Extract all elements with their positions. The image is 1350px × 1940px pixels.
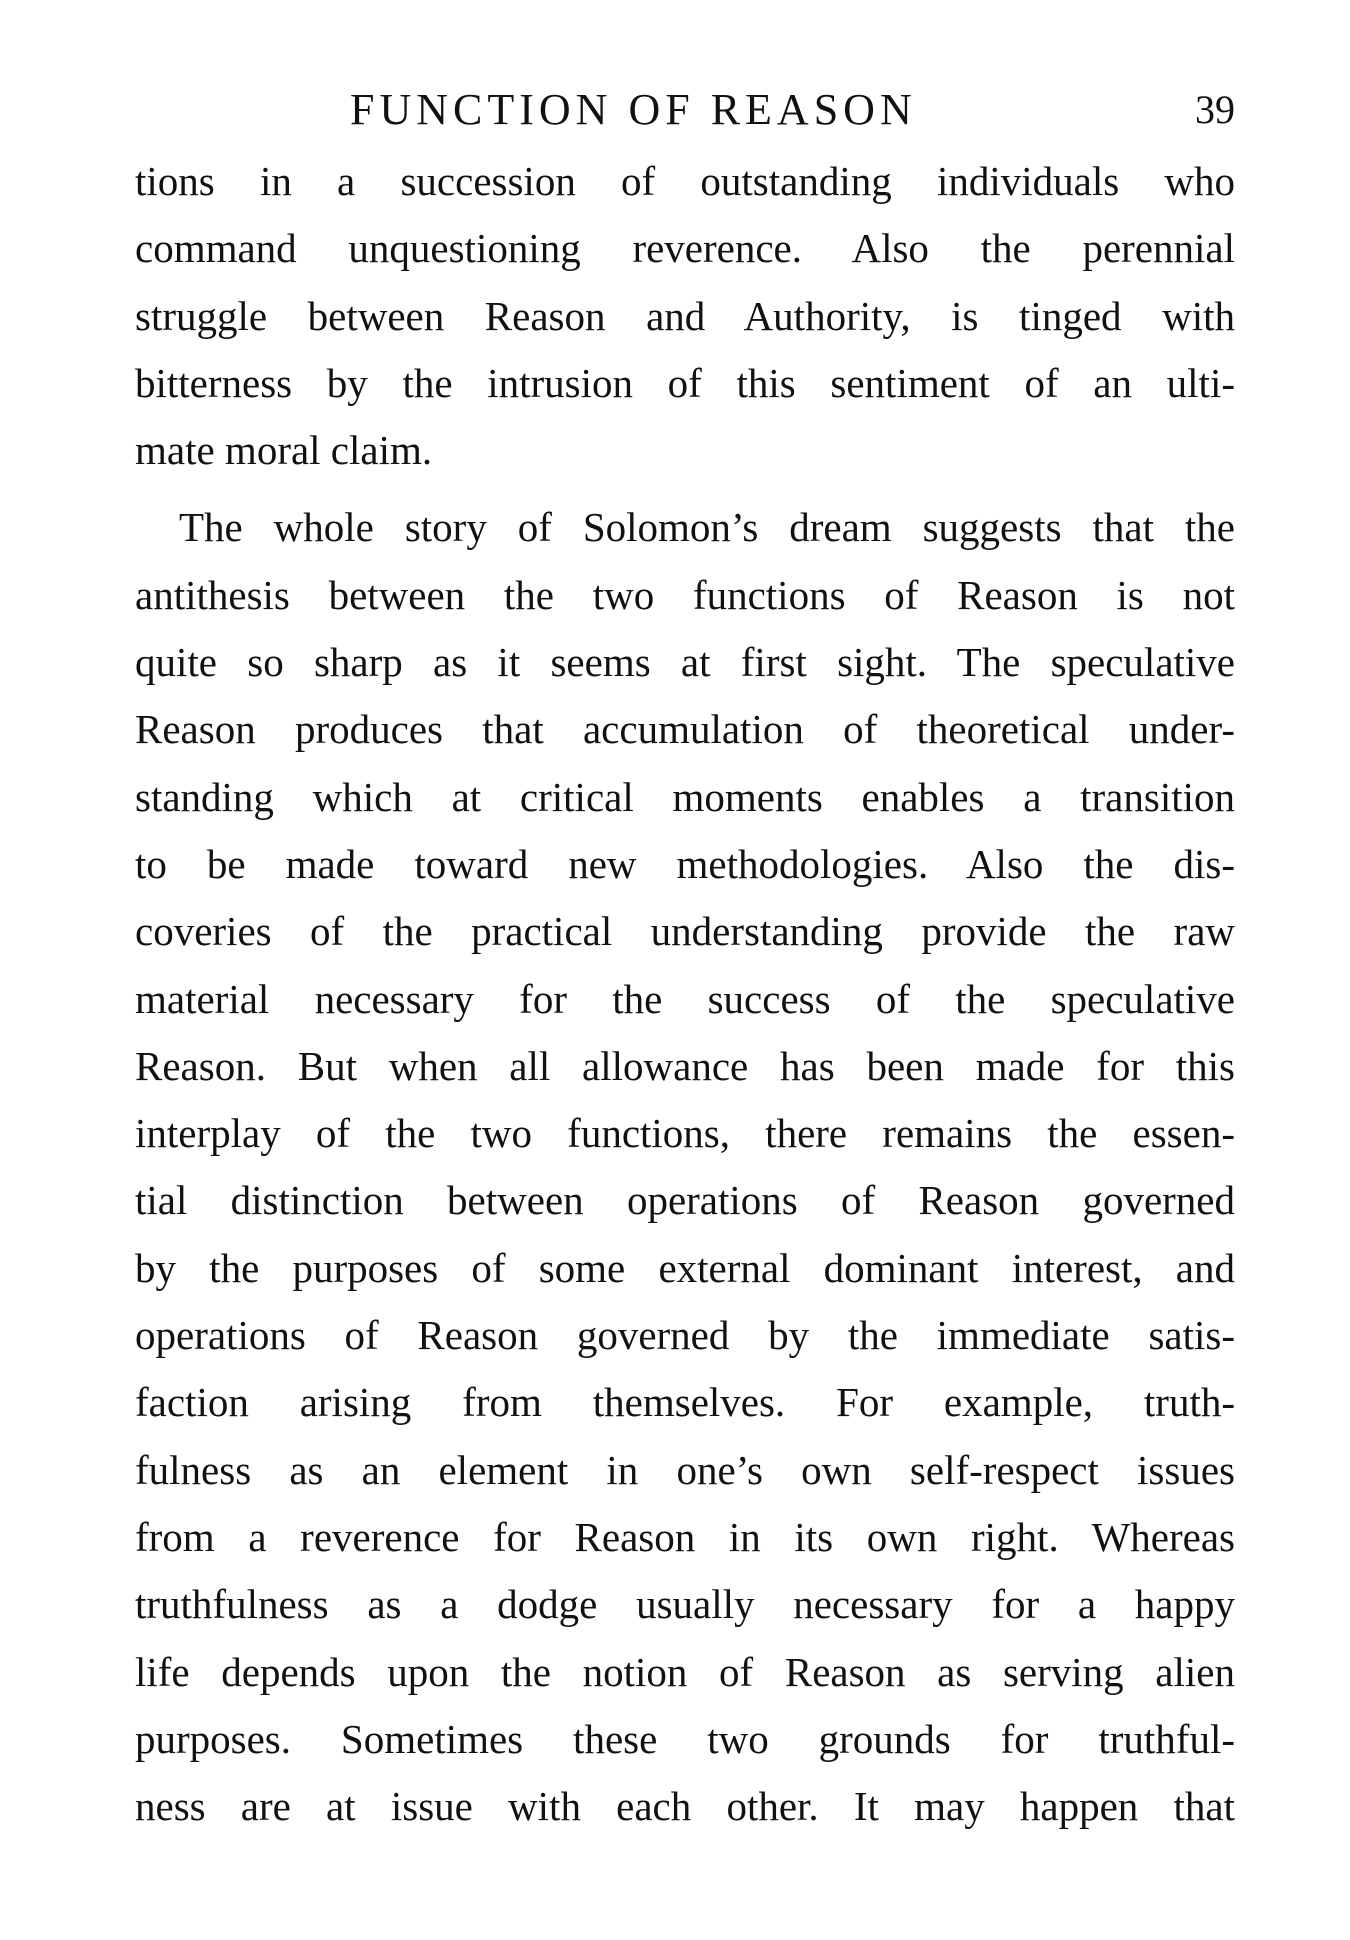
- text-line: command unquestioning reverence. Also the perennial: [135, 225, 1235, 272]
- text-line: purposes. Sometimes these two grounds for truthful-: [135, 1715, 1235, 1762]
- text-line: Reason produces that accumulation of theoretical under-: [135, 706, 1235, 753]
- text-line: tions in a succession of outstanding individuals who: [135, 158, 1235, 204]
- body-text: [135, 148, 1235, 1840]
- text-line: The whole story of Solomon’s dream suggests that the: [179, 504, 1235, 551]
- text-line: material necessary for the success of the speculative: [135, 975, 1235, 1022]
- paragraph-2: [135, 494, 1235, 1840]
- paragraph-gap: [135, 484, 1235, 494]
- paragraph-1: [135, 148, 1235, 484]
- page-number: 39: [1195, 87, 1235, 132]
- text-line: quite so sharp as it seems at first sight. The speculative: [135, 639, 1235, 686]
- text-line: coveries of the practical understanding provide the raw: [135, 908, 1235, 955]
- text-line: fulness as an element in one’s own self-respect issues: [135, 1446, 1235, 1493]
- text-line: mate moral claim.: [135, 427, 433, 474]
- text-line: faction arising from themselves. For example, truth-: [135, 1379, 1235, 1426]
- text-line: operations of Reason governed by the immediate satis-: [135, 1312, 1235, 1359]
- text-line: from a reverence for Reason in its own right. Whereas: [135, 1513, 1235, 1560]
- text-line: bitterness by the intrusion of this sentiment of an ulti-: [135, 359, 1235, 406]
- text-line: to be made toward new methodologies. Also the dis-: [135, 840, 1235, 887]
- running-head: [135, 80, 1235, 140]
- text-line: struggle between Reason and Authority, is tinged with: [135, 292, 1235, 339]
- text-line: ness are at issue with each other. It may happen that: [135, 1783, 1235, 1830]
- text-line: life depends upon the notion of Reason as serving alien: [135, 1648, 1235, 1695]
- text-line: tial distinction between operations of Reason governed: [135, 1177, 1235, 1224]
- text-line: interplay of the two functions, there remains the essen-: [135, 1110, 1235, 1157]
- text-line: truthfulness as a dodge usually necessary for a happy: [135, 1581, 1235, 1628]
- text-line: standing which at critical moments enables a transition: [135, 773, 1235, 820]
- text-line: Reason. But when all allowance has been made for this: [135, 1042, 1235, 1089]
- text-line: antithesis between the two functions of Reason is not: [135, 571, 1235, 618]
- running-title: FUNCTION OF REASON: [350, 85, 917, 134]
- text-line: by the purposes of some external dominant interest, and: [135, 1244, 1235, 1291]
